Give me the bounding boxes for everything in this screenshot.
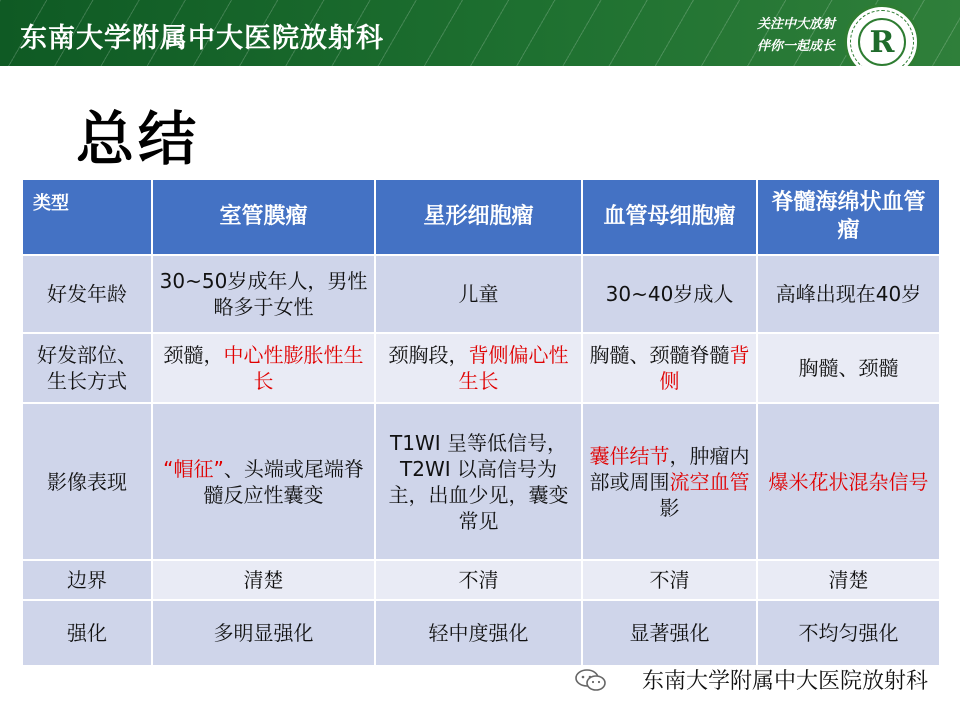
cell-text: 30~40岁成人: [605, 282, 734, 306]
cell-text: 颈胸段，: [388, 343, 469, 367]
table-row: [22, 333, 940, 403]
summary-table: [21, 178, 941, 667]
highlight-text: 背侧: [659, 343, 750, 393]
cell-text: 显著强化: [629, 621, 710, 645]
table-row: [22, 403, 940, 560]
watermark-text: 东南大学附属中大医院放射科: [641, 669, 928, 694]
cell-text: 不均匀强化: [798, 621, 899, 645]
table-cell: [375, 255, 582, 333]
row-label: 边界: [22, 560, 152, 600]
slogan-line-1: 关注中大放射: [756, 17, 835, 32]
table-cell: [757, 600, 940, 666]
highlight-text: “帽征”: [163, 456, 224, 481]
header-banner: [0, 0, 960, 66]
cell-text: 不清: [649, 568, 690, 592]
institution-name: 东南大学附属中大医院放射科: [20, 23, 384, 54]
highlight-text: 囊伴结节: [589, 443, 670, 468]
table-cell: [375, 333, 582, 403]
header-cell: 室管膜瘤: [152, 179, 375, 255]
table-cell: [757, 560, 940, 600]
cell-text: 、头端或尾端脊髓反应性囊变: [203, 456, 364, 507]
table-row: [22, 560, 940, 600]
highlight-text: 背侧偏心性生长: [458, 343, 569, 393]
row-label: 好发年龄: [22, 255, 152, 333]
cell-text: 多明显强化: [213, 621, 314, 645]
cell-text: ，肿瘤内部或周围: [589, 443, 750, 494]
cell-text: 轻中度强化: [428, 621, 529, 645]
highlight-text: 流空血管: [669, 469, 750, 494]
slogan-line-2: 伴你一起成长: [756, 39, 835, 54]
header-cell: 脊髓海绵状血管瘤: [757, 179, 940, 255]
table-row: [22, 600, 940, 666]
cell-text: 胸髓、颈髓: [798, 356, 899, 380]
cell-text: 影: [659, 495, 680, 520]
cell-text: 清楚: [828, 568, 869, 592]
table-header-row: [22, 179, 940, 255]
cell-text: 不清: [458, 568, 499, 592]
table-cell: [152, 255, 375, 333]
row-label: 强化: [22, 600, 152, 666]
header-cell: 类型: [22, 179, 152, 255]
table-cell: [582, 403, 757, 560]
table-cell: [152, 333, 375, 403]
header-cell: 星形细胞瘤: [375, 179, 582, 255]
table-cell: [582, 333, 757, 403]
cell-text: 儿童: [458, 282, 499, 306]
table-cell: [375, 560, 582, 600]
cell-text: T1WI 呈等低信号，T2WI 以高信号为主，出血少见，囊变常见: [388, 430, 569, 533]
row-label: 影像表现: [22, 403, 152, 560]
table-cell: [757, 403, 940, 560]
table-cell: [757, 255, 940, 333]
logo-letter: R: [858, 18, 906, 66]
table-cell: [152, 560, 375, 600]
table-cell: [582, 600, 757, 666]
cell-text: 清楚: [243, 568, 284, 592]
highlight-text: 爆米花状混杂信号: [768, 469, 929, 494]
header-cell: 血管母细胞瘤: [582, 179, 757, 255]
table-cell: [152, 403, 375, 560]
row-label: 好发部位、生长方式: [22, 333, 152, 403]
table-cell: [152, 600, 375, 666]
table-cell: [375, 403, 582, 560]
cell-text: 高峰出现在40岁: [775, 282, 922, 306]
table-row: [22, 255, 940, 333]
table-cell: [582, 255, 757, 333]
table-cell: [375, 600, 582, 666]
wechat-icon: [574, 668, 608, 692]
page-title: 总结: [76, 105, 201, 173]
cell-text: 颈髓，: [163, 343, 224, 367]
cell-text: 30~50岁成年人，男性略多于女性: [159, 269, 368, 319]
table-cell: [582, 560, 757, 600]
cell-text: 胸髓、颈髓脊髓: [589, 343, 730, 367]
table-cell: [757, 333, 940, 403]
slogan: [757, 14, 835, 58]
highlight-text: 中心性膨胀性生长: [223, 343, 364, 393]
